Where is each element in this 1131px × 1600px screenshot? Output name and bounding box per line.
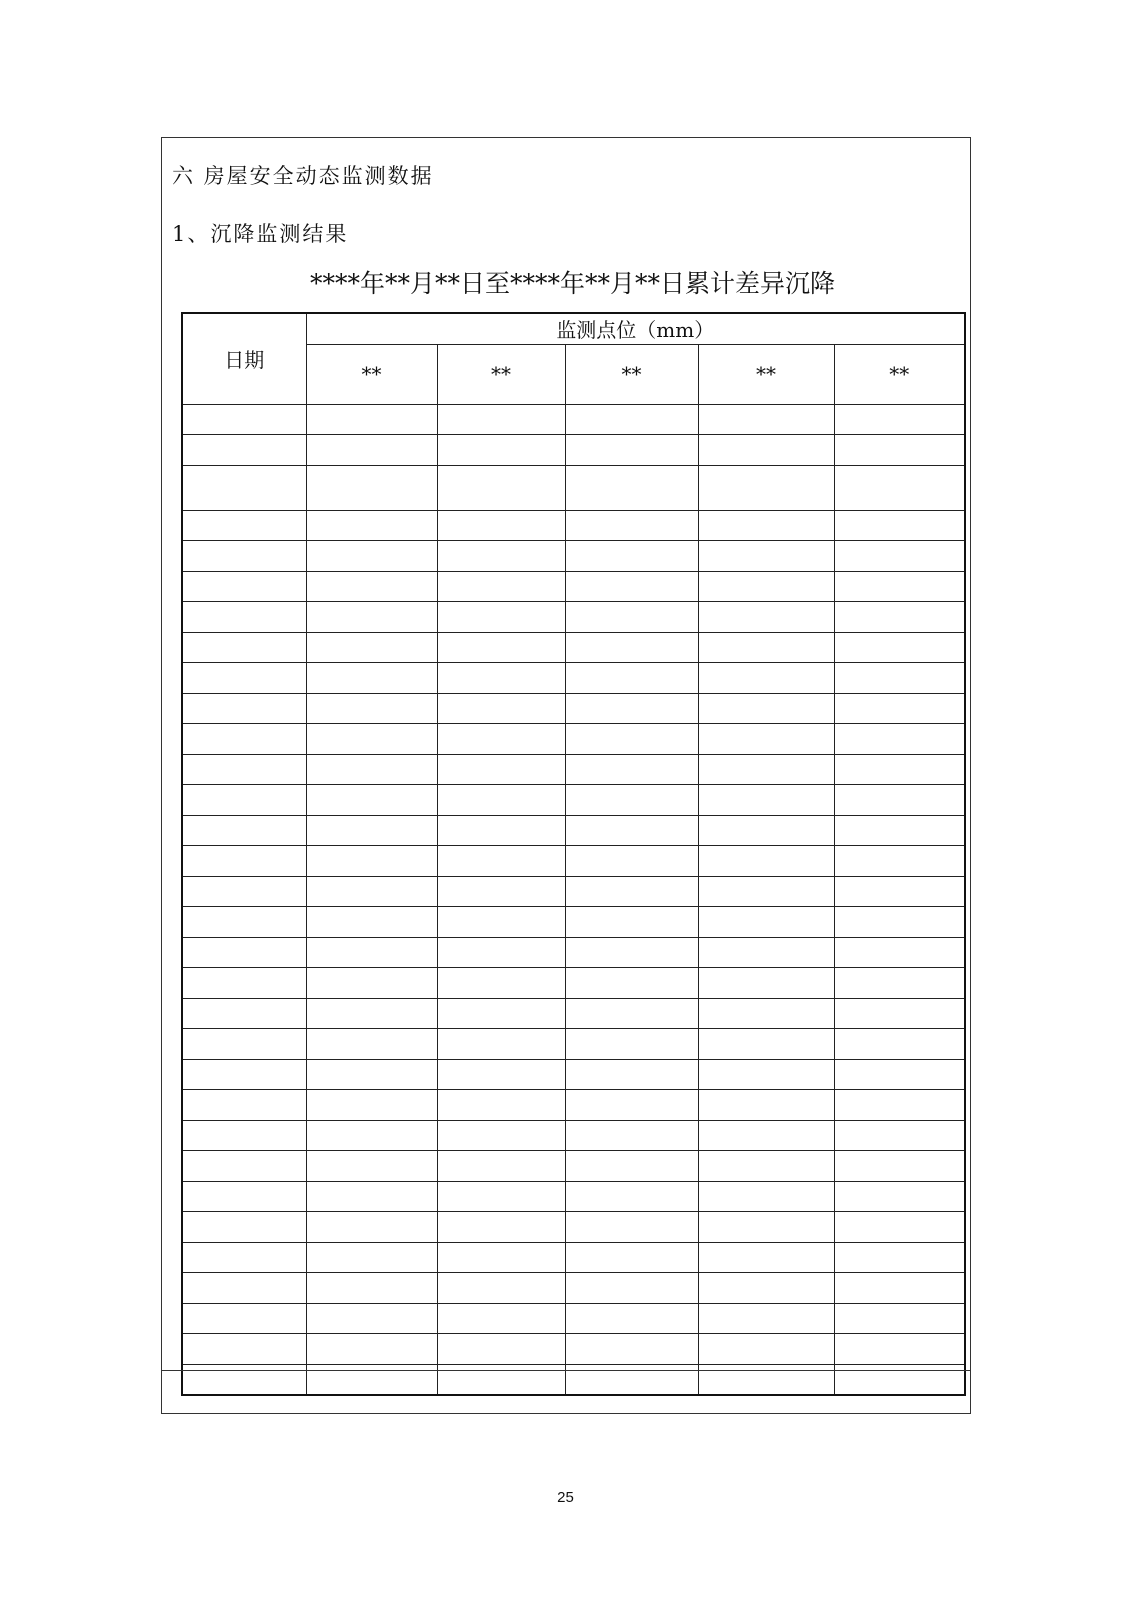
value-cell [437, 1090, 565, 1121]
table-row [182, 1029, 965, 1060]
date-cell [182, 785, 306, 816]
table-row [182, 1059, 965, 1090]
date-cell [182, 968, 306, 999]
table-row [182, 1120, 965, 1151]
table-row [182, 937, 965, 968]
point-header: ** [698, 344, 834, 404]
table-row [182, 754, 965, 785]
value-cell [565, 1212, 698, 1243]
value-cell [437, 1303, 565, 1334]
value-cell [306, 1059, 437, 1090]
value-cell [698, 1303, 834, 1334]
value-cell [437, 1151, 565, 1182]
value-cell [437, 1120, 565, 1151]
value-cell [306, 663, 437, 694]
value-cell [834, 541, 965, 572]
value-cell [437, 663, 565, 694]
value-cell [834, 1242, 965, 1273]
value-cell [437, 435, 565, 466]
table-row [182, 1303, 965, 1334]
table-caption: ****年**月**日至****年**月**日累计差异沉降 [309, 269, 835, 298]
value-cell [437, 1029, 565, 1060]
value-cell [565, 724, 698, 755]
value-cell [565, 465, 698, 510]
value-cell [306, 1029, 437, 1060]
date-cell [182, 571, 306, 602]
value-cell [698, 541, 834, 572]
value-cell [437, 1242, 565, 1273]
date-cell [182, 1151, 306, 1182]
value-cell [834, 693, 965, 724]
value-cell [437, 968, 565, 999]
value-cell [565, 998, 698, 1029]
value-cell [306, 937, 437, 968]
value-cell [698, 1151, 834, 1182]
value-cell [698, 968, 834, 999]
value-cell [698, 998, 834, 1029]
value-cell [437, 754, 565, 785]
table-row [182, 968, 965, 999]
value-cell [437, 510, 565, 541]
value-cell [565, 907, 698, 938]
value-cell [306, 435, 437, 466]
value-cell [698, 1120, 834, 1151]
date-cell [182, 465, 306, 510]
table-row [182, 571, 965, 602]
value-cell [565, 632, 698, 663]
value-cell [698, 1059, 834, 1090]
value-cell [565, 968, 698, 999]
value-cell [437, 404, 565, 435]
section-title: 六 房屋安全动态监测数据 [172, 164, 434, 188]
table-row [182, 1151, 965, 1182]
table-row [182, 602, 965, 633]
settlement-table [181, 312, 966, 1396]
date-cell [182, 907, 306, 938]
value-cell [834, 724, 965, 755]
table-row [182, 1334, 965, 1365]
value-cell [437, 602, 565, 633]
value-cell [834, 465, 965, 510]
date-cell [182, 510, 306, 541]
value-cell [834, 1120, 965, 1151]
date-column-header: 日期 [182, 313, 306, 404]
value-cell [565, 1059, 698, 1090]
value-cell [437, 785, 565, 816]
point-header: ** [565, 344, 698, 404]
table-body [182, 404, 965, 1395]
date-cell [182, 1090, 306, 1121]
table-row [182, 404, 965, 435]
value-cell [565, 1120, 698, 1151]
value-cell [306, 602, 437, 633]
value-cell [698, 815, 834, 846]
value-cell [698, 846, 834, 877]
value-cell [437, 907, 565, 938]
value-cell [698, 632, 834, 663]
table-row [182, 435, 965, 466]
table-row [182, 907, 965, 938]
value-cell [565, 1334, 698, 1365]
value-cell [698, 435, 834, 466]
value-cell [306, 1273, 437, 1304]
date-cell [182, 937, 306, 968]
value-cell [565, 937, 698, 968]
date-cell [182, 998, 306, 1029]
value-cell [698, 693, 834, 724]
value-cell [565, 571, 698, 602]
value-cell [565, 785, 698, 816]
value-cell [834, 846, 965, 877]
value-cell [834, 571, 965, 602]
value-cell [306, 724, 437, 755]
value-cell [565, 435, 698, 466]
value-cell [565, 404, 698, 435]
value-cell [437, 937, 565, 968]
value-cell [834, 1059, 965, 1090]
table-row [182, 1242, 965, 1273]
value-cell [437, 846, 565, 877]
value-cell [698, 465, 834, 510]
value-cell [834, 1303, 965, 1334]
table-row [182, 785, 965, 816]
date-cell [182, 632, 306, 663]
table-row [182, 1181, 965, 1212]
value-cell [834, 1090, 965, 1121]
value-cell [437, 1364, 565, 1395]
value-cell [834, 1181, 965, 1212]
value-cell [834, 1364, 965, 1395]
value-cell [698, 602, 834, 633]
value-cell [437, 1334, 565, 1365]
value-cell [834, 785, 965, 816]
date-cell [182, 1242, 306, 1273]
table-row [182, 846, 965, 877]
value-cell [834, 602, 965, 633]
value-cell [437, 998, 565, 1029]
value-cell [306, 785, 437, 816]
date-cell [182, 435, 306, 466]
value-cell [306, 632, 437, 663]
value-cell [306, 998, 437, 1029]
table-row [182, 541, 965, 572]
value-cell [565, 1364, 698, 1395]
date-cell [182, 1273, 306, 1304]
value-cell [565, 693, 698, 724]
value-cell [834, 632, 965, 663]
value-cell [565, 1181, 698, 1212]
value-cell [565, 846, 698, 877]
value-cell [437, 1273, 565, 1304]
date-cell [182, 1212, 306, 1243]
date-cell [182, 1334, 306, 1365]
date-cell [182, 1364, 306, 1395]
value-cell [698, 724, 834, 755]
value-cell [437, 1212, 565, 1243]
value-cell [437, 465, 565, 510]
page-number: 25 [557, 1489, 574, 1506]
value-cell [834, 435, 965, 466]
value-cell [306, 1364, 437, 1395]
table-row [182, 663, 965, 694]
point-header: ** [306, 344, 437, 404]
value-cell [698, 907, 834, 938]
value-cell [306, 907, 437, 938]
value-cell [437, 693, 565, 724]
value-cell [306, 968, 437, 999]
value-cell [834, 1029, 965, 1060]
value-cell [834, 1273, 965, 1304]
value-cell [698, 1364, 834, 1395]
date-cell [182, 876, 306, 907]
value-cell [834, 1151, 965, 1182]
date-cell [182, 1059, 306, 1090]
value-cell [698, 937, 834, 968]
value-cell [306, 571, 437, 602]
value-cell [698, 1242, 834, 1273]
date-cell [182, 1181, 306, 1212]
value-cell [834, 754, 965, 785]
table-row [182, 876, 965, 907]
point-header: ** [437, 344, 565, 404]
table-row [182, 1212, 965, 1243]
value-cell [306, 1242, 437, 1273]
table-row [182, 815, 965, 846]
value-cell [834, 1334, 965, 1365]
table-row [182, 1090, 965, 1121]
value-cell [306, 1212, 437, 1243]
value-cell [565, 1029, 698, 1060]
table-row [182, 1273, 965, 1304]
value-cell [834, 404, 965, 435]
value-cell [834, 968, 965, 999]
value-cell [437, 571, 565, 602]
value-cell [698, 754, 834, 785]
value-cell [565, 663, 698, 694]
value-cell [834, 510, 965, 541]
value-cell [437, 1181, 565, 1212]
value-cell [306, 1303, 437, 1334]
value-cell [565, 541, 698, 572]
value-cell [698, 510, 834, 541]
value-cell [437, 724, 565, 755]
value-cell [698, 785, 834, 816]
table-row [182, 465, 965, 510]
table-row [182, 1364, 965, 1395]
table-row [182, 998, 965, 1029]
date-cell [182, 1029, 306, 1060]
value-cell [834, 998, 965, 1029]
form-footer-divider [161, 1370, 971, 1371]
value-cell [834, 1212, 965, 1243]
subsection-title: 1、沉降监测结果 [172, 222, 349, 246]
value-cell [306, 1181, 437, 1212]
value-cell [565, 1151, 698, 1182]
table-row [182, 510, 965, 541]
value-cell [306, 465, 437, 510]
value-cell [565, 1273, 698, 1304]
date-cell [182, 663, 306, 694]
value-cell [437, 632, 565, 663]
value-cell [306, 693, 437, 724]
value-cell [565, 815, 698, 846]
value-cell [698, 663, 834, 694]
value-cell [698, 1181, 834, 1212]
table-row [182, 632, 965, 663]
value-cell [834, 663, 965, 694]
value-cell [306, 846, 437, 877]
value-cell [306, 876, 437, 907]
value-cell [834, 815, 965, 846]
value-cell [834, 907, 965, 938]
value-cell [698, 1212, 834, 1243]
value-cell [698, 876, 834, 907]
value-cell [437, 815, 565, 846]
date-cell [182, 404, 306, 435]
value-cell [565, 1242, 698, 1273]
value-cell [698, 1090, 834, 1121]
value-cell [306, 754, 437, 785]
value-cell [698, 404, 834, 435]
value-cell [437, 876, 565, 907]
value-cell [698, 1273, 834, 1304]
point-header: ** [834, 344, 965, 404]
value-cell [306, 1334, 437, 1365]
value-cell [698, 571, 834, 602]
value-cell [306, 510, 437, 541]
date-cell [182, 1120, 306, 1151]
value-cell [306, 1151, 437, 1182]
date-cell [182, 602, 306, 633]
value-cell [437, 541, 565, 572]
date-cell [182, 815, 306, 846]
date-cell [182, 693, 306, 724]
value-cell [306, 815, 437, 846]
value-cell [306, 541, 437, 572]
value-cell [565, 876, 698, 907]
value-cell [565, 510, 698, 541]
value-cell [834, 876, 965, 907]
date-cell [182, 1303, 306, 1334]
value-cell [306, 1090, 437, 1121]
value-cell [437, 1059, 565, 1090]
table-row [182, 693, 965, 724]
value-cell [565, 602, 698, 633]
monitoring-points-header: 监测点位（mm） [306, 313, 965, 344]
value-cell [306, 1120, 437, 1151]
value-cell [306, 404, 437, 435]
value-cell [698, 1029, 834, 1060]
date-cell [182, 754, 306, 785]
date-cell [182, 846, 306, 877]
date-cell [182, 541, 306, 572]
value-cell [698, 1334, 834, 1365]
value-cell [565, 1303, 698, 1334]
table-row [182, 724, 965, 755]
value-cell [565, 754, 698, 785]
value-cell [834, 937, 965, 968]
date-cell [182, 724, 306, 755]
value-cell [565, 1090, 698, 1121]
